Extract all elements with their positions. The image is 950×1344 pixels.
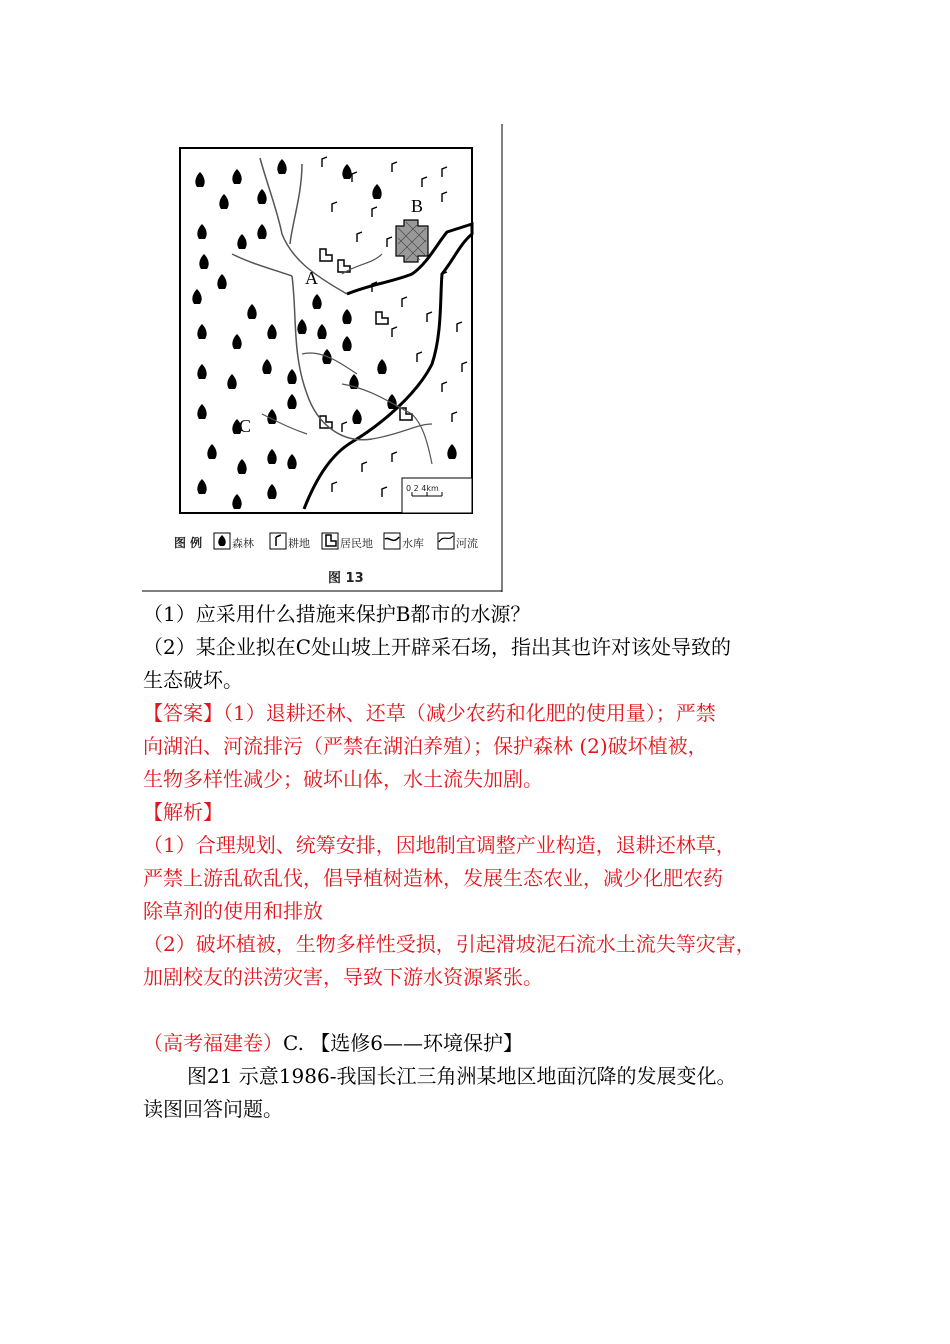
legend-residential: 居民地 xyxy=(340,537,373,550)
analysis-line5: 加剧校友的洪涝灾害，导致下游水资源紧张。 xyxy=(143,965,543,989)
source-label: （高考福建卷） xyxy=(143,1031,283,1055)
next-question-line1: 图21 示意1986-我国长江三角洲某地区地面沉降的发展变化。 xyxy=(187,1064,737,1088)
document-body xyxy=(143,598,833,1126)
answer-line3: 生物多样性减少；破坏山体，水土流失加剧。 xyxy=(143,767,543,791)
label-b: B xyxy=(411,196,424,216)
answer-line1: 【答案】（1）退耕还林、还草（减少农药和化肥的使用量）；严禁 xyxy=(143,701,716,725)
analysis-line2: 严禁上游乱砍乱伐，倡导植树造林，发展生态农业，减少化肥农药 xyxy=(143,866,723,890)
analysis-heading: 【解析】 xyxy=(143,800,223,824)
answer-line2: 向湖泊、河流排污（严禁在湖泊养殖）；保护森林 (2)破坏植被， xyxy=(143,734,708,758)
legend-farmland: 耕地 xyxy=(288,537,310,550)
scale-bar: 0 2 4km xyxy=(406,484,439,493)
analysis-line3: 除草剂的使用和排放 xyxy=(143,899,323,923)
legend-forest: 森林 xyxy=(232,537,254,550)
map-figure xyxy=(142,124,503,592)
next-question-line2: 读图回答问题。 xyxy=(143,1097,283,1121)
label-a: A xyxy=(305,268,318,288)
question-2-line1: （2）某企业拟在C处山坡上开辟采石场，指出其也许对该处导致的 xyxy=(143,635,732,659)
next-question-title xyxy=(143,1027,833,1060)
map-illustration xyxy=(142,124,503,592)
analysis-line4: （2）破坏植被，生物多样性受损，引起滑坡泥石流水土流失等灾害， xyxy=(143,932,756,956)
legend-river: 河流 xyxy=(456,537,478,550)
legend-title: 图 例 xyxy=(174,536,203,550)
legend-reservoir: 水库 xyxy=(402,537,424,550)
figure-caption: 图 13 xyxy=(328,571,364,586)
label-c: C xyxy=(239,416,252,436)
question-2-line2: 生态破坏。 xyxy=(143,668,243,692)
question-1: （1）应采用什么措施来保护B都市的水源？ xyxy=(143,602,531,626)
blank-line xyxy=(143,994,833,1027)
analysis-line1: （1）合理规划、统筹安排，因地制宜调整产业构造，退耕还林草， xyxy=(143,833,736,857)
section-title: C. 【选修6——环境保护】 xyxy=(283,1031,524,1055)
